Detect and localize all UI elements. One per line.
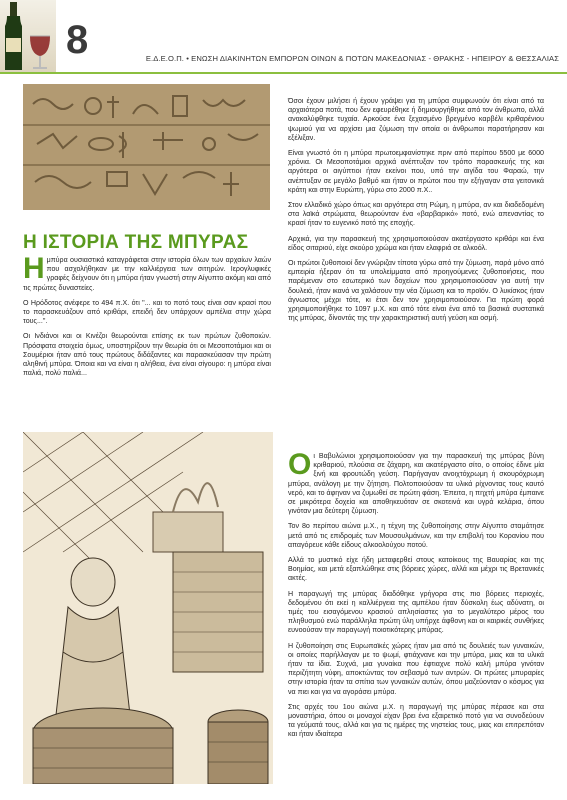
article-right-column-top bbox=[288, 97, 544, 329]
brewing-engraving-image bbox=[23, 432, 273, 784]
header-divider bbox=[0, 72, 567, 74]
paragraph: Η παραγωγή της μπύρας διαδόθηκε γρήγορα στις πιο βόρειες περιοχές, δεδομένου ότι εκεί η καλλιέργεια της αμπέλου ήταν δύσκολη έως αδύνατη, οι τιμές του εισαγόμενου κρασιού απλησίαστες για το μεγαλύτερο μέρος του πληθυσμού ενώ παράλληλα πρώτη ύλη υπήρχε άφθονη και οι καιρικές συνθήκες ευνοούσαν την παραγωγή ποιοτικότερης μπύρας. bbox=[288, 589, 544, 635]
paragraph: Είναι γνωστό ότι η μπύρα πρωτοεμφανίστηκε πριν από περίπου 5500 με 6000 χρόνια. Οι Μεσοποτάμιοι αρχικά ανέπτυξαν τον τρόπο παρασκευής της και αργότερα οι αιγύπτιοι ήταν εκείνοι που, υπό την αιγίδα του Φαραώ, την ανέπτυξαν σε μεγάλο βαθμό και ήταν οι πρώτοι που την εξήγαγαν στα γειτονικά κράτη και στην Ευρώπη, γύρω στο 2000 π.Χ.. bbox=[288, 149, 544, 194]
paragraph: Στις αρχές του 1ου αιώνα μ.Χ. η παραγωγή της μπύρας πέρασε και στα μοναστήρια, όπου οι μοναχοί είχαν βρει ένα εξαιρετικό ποτό για να συνοδεύουν τα γεύματά τους, αλλά και για τις ημέρες της νηστείας τους, μιας και επιτρεπόταν και ήταν ιδιαίτερα bbox=[288, 702, 544, 739]
header-organization: Ε.Δ.Ε.Ο.Π. • ΕΝΩΣΗ ΔΙΑΚΙΝΗΤΩΝ ΕΜΠΟΡΩΝ ΟΙΝΩΝ & ΠΟΤΩΝ ΜΑΚΕΔΟΝΙΑΣ - ΘΡΑΚΗΣ - ΗΠΕΙΡΟΥ & ΘΕΣΣΑΛΙΑΣ bbox=[145, 54, 559, 63]
page-number: 8 bbox=[66, 18, 89, 62]
wine-bottle-logo bbox=[0, 0, 56, 74]
paragraph: Οι πρώτοι ζυθοποιοί δεν γνώριζαν τίποτα γύρω από την ζύμωση, παρά μόνο από εμπειρία ήξεραν ότι τα υπολείμματα από προηγούμενες ζυθοποιήσεις, που παρέμεναν στο εσωτερικό των δοχείων που χρησιμοποιούσαν για αυτή την δουλειά, ήταν ικανά να χαλάσουν την νέα ζύμωση και το προϊόν. Ο λυκίσκος ήταν άγνωστος μέχρι τότε, κι έτσι δεν τον χρησιμοποιούσαν. Για πρώτη φορά χρησιμοποιήθηκε το 1097 μ.Χ. και από τότε είναι ένα από τα βασικά συστατικά της μπύρας, δίνοντάς της την χαρακτηριστική αυτή γεύση και οσμή. bbox=[288, 259, 544, 323]
article-left-column bbox=[23, 252, 271, 384]
paragraph: Οι Βαβυλώνιοι χρησιμοποιούσαν για την παρασκευή της μπύρας βύνη κριθαριού, πλούσια σε ζάχαρη, και ακατέργαστο σίτο, ο οποίος έδινε μία ξινή και φρουτώδη γεύση. Παρήγαγαν ανοιχτόχρωμη ή σκουρόχρωμη μπύρα, ανάλογη με την ζήτηση. Πολτοποιούσαν τα υλικά ρίχνοντας τους καυτό νερό, και το άφηναν να ζυμωθεί σε πρώτη φάση. Έπειτα, η πηχτή μπύρα έμπαινε σε μικρότερα δοχεία και αποθηκευόταν σε σκοτεινά και υγρά κελάρια, όπου γινόταν μια δεύτερη ζύμωση. bbox=[288, 448, 544, 516]
hieroglyph-relief-image bbox=[23, 84, 270, 210]
article-title: Η ΙΣΤΟΡΙΑ ΤΗΣ ΜΠΥΡΑΣ bbox=[23, 232, 249, 253]
drop-cap: Η bbox=[23, 252, 45, 285]
paragraph: Οι Ινδιάνοι και οι Κινέζοι θεωρούνται επίσης εκ των πρώτων ζυθοποιών. Πρόσφατα στοιχεία όμως, υποστηρίζουν την θεωρία ότι οι Μεσοποτάμιοι και οι Σουμέριοι ήταν από τους πρώτους διδάξαντες και παρασκεύασαν την πρώτη αληθινή μπύρα. Όποια και να είναι η αλήθεια, ένα είναι σίγουρο: η μπύρα είναι παλιά, πολύ παλιά... bbox=[23, 332, 271, 378]
paragraph: Ημπύρα ουσιαστικά καταγράφεται στην ιστορία όλων των αρχαίων λαών που ασχολήθηκαν με την καλλιέργεια των σιτηρών. Ιερογλυφικές γραφές δείχνουν ότι η μπύρα ήταν γνωστή στην Αίγυπτο ακόμη και από τις πρώτες δυναστείες. bbox=[23, 252, 271, 292]
paragraph: Όσοι έχουν μιλήσει ή έχουν γράψει για τη μπύρα συμφωνούν ότι είναι από τα αρχαιότερα ποτά, που δεν εφευρέθηκε ή δημιουργήθηκε από τον άνθρωπο, αλλά ανακαλύφθηκε τυχαία. Αρκούσε ένα ξεχασμένο βρεγμένο καρβέλι κριθαρένιου ψωμιού για να αρχίσει μια ζύμωση την οποία οι άνθρωποι παρατήρησαν και εξέλιξαν. bbox=[288, 97, 544, 142]
article-right-column-bottom bbox=[288, 448, 544, 746]
paragraph: Ο Ηρόδοτος ανέφερε το 494 π.Χ. ότι "... και το ποτό τους είναι σαν κρασί που το παρασκευάζουν από κριθάρι, επειδή δεν υπάρχουν αμπέλια στην χώρα τους...". bbox=[23, 298, 271, 326]
paragraph: Στον ελλαδικό χώρο όπως και αργότερα στη Ρώμη, η μπύρα, αν και διαδεδομένη στα λαϊκά στρώματα, θεωρούνταν ένα «βαρβαρικό» ποτό, ενώ απεναντίας το κρασί ήταν το ευγενικό ποτό της εποχής. bbox=[288, 201, 544, 228]
paragraph: Η ζυθοποίηση στις Ευρωπαϊκές χώρες ήταν μια από τις δουλειές των γυναικών, οι οποίες παρήλλαγαν με το ψωμί, φτιάχνανε και την μπύρα, μιας και τα υλικά ήταν τα ίδια. Συχνά, μια γυναίκα που έφτιαχνε πολύ καλή μπύρα γινόταν περιζήτητη νύφη, αποκτώντας τον σεβασμό των αντρών. Οι πρώτες μπυραρίες στην ιστορία ήταν τα σπίτια των γυναικών αυτών, όπου μαζεύονταν ο κόσμος για να πιει και για να αγοράσει μπύρα. bbox=[288, 641, 544, 696]
paragraph: Τον 8ο περίπου αιώνα μ.Χ., η τέχνη της ζυθοποίησης στην Αίγυπτο σταμάτησε μετά από τις επιδρομές των Μουσουλμάνων, και την επιβολή του Κορανίου που απαγόρευε κάθε είδους αλκοολούχου ποτού. bbox=[288, 522, 544, 549]
paragraph: Αρχικά, για την παρασκευή της χρησιμοποιούσαν ακατέργαστο κριθάρι και ένα είδος σιταριού, είχε σκούρο χρώμα και ήταν ελαφριά σε αλκοόλ. bbox=[288, 234, 544, 252]
drop-cap: Ο bbox=[288, 448, 312, 481]
page-header bbox=[0, 0, 567, 80]
paragraph: Αλλά το μυστικό είχε ήδη μεταφερθεί στους κατοίκους της Βαυαρίας και της Βοημίας, και μετά εξαπλώθηκε στις βόρειες χώρες, αλλά και μέχρι τις Βρετανικές ακτές. bbox=[288, 556, 544, 583]
